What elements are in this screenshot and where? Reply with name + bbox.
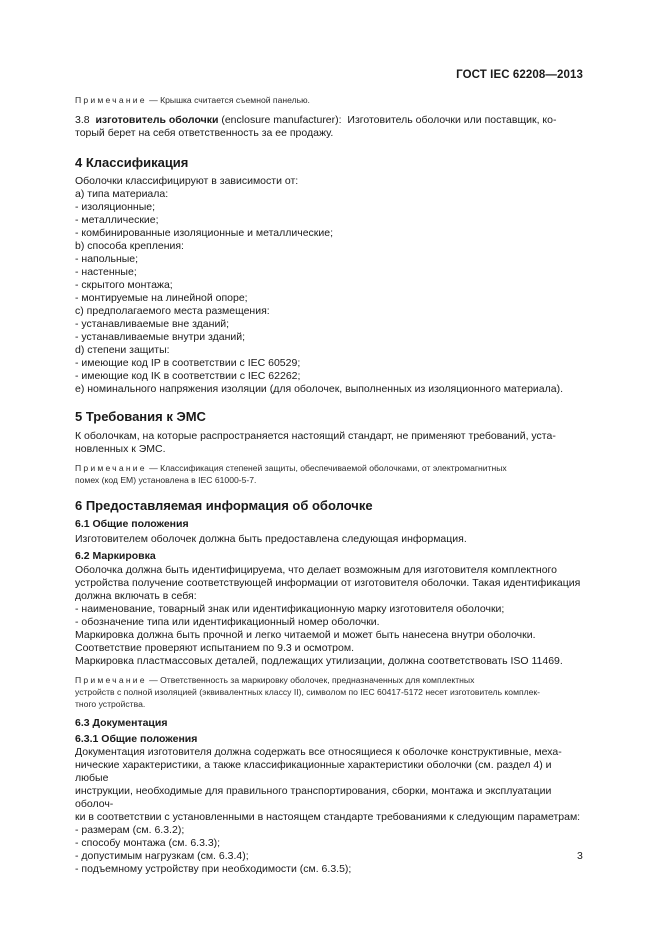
note-text: — Ответственность за маркировку оболочек, предназначенных для комплектных <box>149 675 475 685</box>
section-6-2-title: 6.2 Маркировка <box>75 550 156 562</box>
classification-line: - устанавливаемые вне зданий; <box>75 318 230 330</box>
classification-line: d) степени защиты: <box>75 344 170 356</box>
classification-line: - имеющие код IK в соответствии с IEC 62262; <box>75 370 301 382</box>
marking-line: - обозначение типа или идентификационный номер оболочки. <box>75 616 380 628</box>
marking-line: устройства получение соответствующей информации от изготовителя оболочки. Такая идентификация <box>75 577 581 589</box>
classification-line: - металлические; <box>75 214 159 226</box>
section-5-note <box>75 462 583 474</box>
document-body <box>75 94 583 876</box>
classification-line: - изоляционные; <box>75 201 156 213</box>
definition-3-8 <box>75 114 583 127</box>
section-4-title: 4 Классификация <box>75 155 189 170</box>
section-4-list <box>75 175 583 396</box>
classification-line: - настенные; <box>75 266 137 278</box>
note-label: Примечание <box>75 95 147 105</box>
section-5-text-1: К оболочкам, на которые распространяется настоящий стандарт, не применяют требований, уста- <box>75 430 556 442</box>
marking-line: Соответствие проверяют испытанием по 9.3 и осмотром. <box>75 642 354 654</box>
documentation-line: инструкции, необходимые для правильного транспортирования, сборки, монтажа и эксплуатации оболоч- <box>75 785 552 810</box>
section-6-2-body <box>75 564 583 668</box>
section-6-3-1-title: 6.3.1 Общие положения <box>75 733 198 745</box>
classification-line: e) номинального напряжения изоляции (для оболочек, выполненных из изоляционного материала). <box>75 383 563 395</box>
section-6-2-note-cont: тного устройства. <box>75 699 146 709</box>
documentation-line: нические характеристики, а также классификационные характеристики оболочки (см. раздел 4) и любые <box>75 759 552 784</box>
document-header: ГОСТ IEC 62208—2013 <box>456 69 583 81</box>
marking-line: - наименование, товарный знак или идентификационную марку изготовителя оболочки; <box>75 603 505 615</box>
note-removable-cover <box>75 94 583 106</box>
marking-line: Оболочка должна быть идентифицируема, что делает возможным для изготовителя комплектного <box>75 564 557 576</box>
classification-line: b) способа крепления: <box>75 240 184 252</box>
classification-line: - монтируемые на линейной опоре; <box>75 292 248 304</box>
note-label: Примечание <box>75 675 147 685</box>
section-5-note-cont: помех (код ЕМ) установлена в IEC 61000-5-7. <box>75 475 257 485</box>
section-6-1-title: 6.1 Общие положения <box>75 518 189 530</box>
note-text: — Крышка считается съемной панелью. <box>149 95 310 105</box>
section-6-1-text: Изготовителем оболочек должна быть предоставлена следующая информация. <box>75 533 467 545</box>
section-6-title: 6 Предоставляемая информация об оболочке <box>75 498 373 513</box>
classification-line: - имеющие код IP в соответствии с IEC 60529; <box>75 357 301 369</box>
section-6-2-note <box>75 674 583 686</box>
marking-line: Маркировка пластмассовых деталей, подлежащих утилизации, должна соответствовать ISO 11469. <box>75 655 563 667</box>
page-number: 3 <box>577 850 583 862</box>
documentation-line: Документация изготовителя должна содержать все относящиеся к оболочке конструктивные, меха- <box>75 746 562 758</box>
definition-number: 3.8 <box>75 114 90 126</box>
marking-line: должна включать в себя: <box>75 590 197 602</box>
note-label: Примечание <box>75 463 147 473</box>
documentation-line: ки в соответствии с установленными в настоящем стандарте требованиями к следующим параметрам: <box>75 811 581 823</box>
classification-line: - напольные; <box>75 253 139 265</box>
documentation-line: - подъемному устройству при необходимости (см. 6.3.5); <box>75 863 352 875</box>
documentation-line: - способу монтажа (см. 6.3.3); <box>75 837 221 849</box>
definition-text-1: Изготовитель оболочки или поставщик, ко- <box>347 114 557 126</box>
section-5-text-2: новленных к ЭМС. <box>75 443 166 455</box>
documentation-line: - допустимым нагрузкам (см. 6.3.4); <box>75 850 249 862</box>
definition-text-2: торый берет на себя ответственность за ее продажу. <box>75 127 334 139</box>
section-6-3-1-body <box>75 746 583 876</box>
definition-term-en: (enclosure manufacturer): <box>221 114 342 126</box>
marking-line: Маркировка должна быть прочной и легко читаемой и может быть нанесена внутри оболочки. <box>75 629 536 641</box>
definition-term: изготовитель оболочки <box>95 114 219 126</box>
section-5-title: 5 Требования к ЭМС <box>75 409 206 424</box>
classification-line: - комбинированные изоляционные и металлические; <box>75 227 334 239</box>
documentation-line: - размерам (см. 6.3.2); <box>75 824 185 836</box>
note-text: — Классификация степеней защиты, обеспечиваемой оболочками, от электромагнитных <box>149 463 507 473</box>
classification-line: Оболочки классифицируют в зависимости от: <box>75 175 299 187</box>
classification-line: c) предполагаемого места размещения: <box>75 305 270 317</box>
section-6-2-note-cont: устройств с полной изоляцией (эквивалентных классу II), символом по IEC 60417-5172 несет изготовитель комплек- <box>75 687 541 697</box>
section-6-3-title: 6.3 Документация <box>75 717 168 729</box>
classification-line: - устанавливаемые внутри зданий; <box>75 331 246 343</box>
classification-line: а) типа материала: <box>75 188 169 200</box>
classification-line: - скрытого монтажа; <box>75 279 173 291</box>
